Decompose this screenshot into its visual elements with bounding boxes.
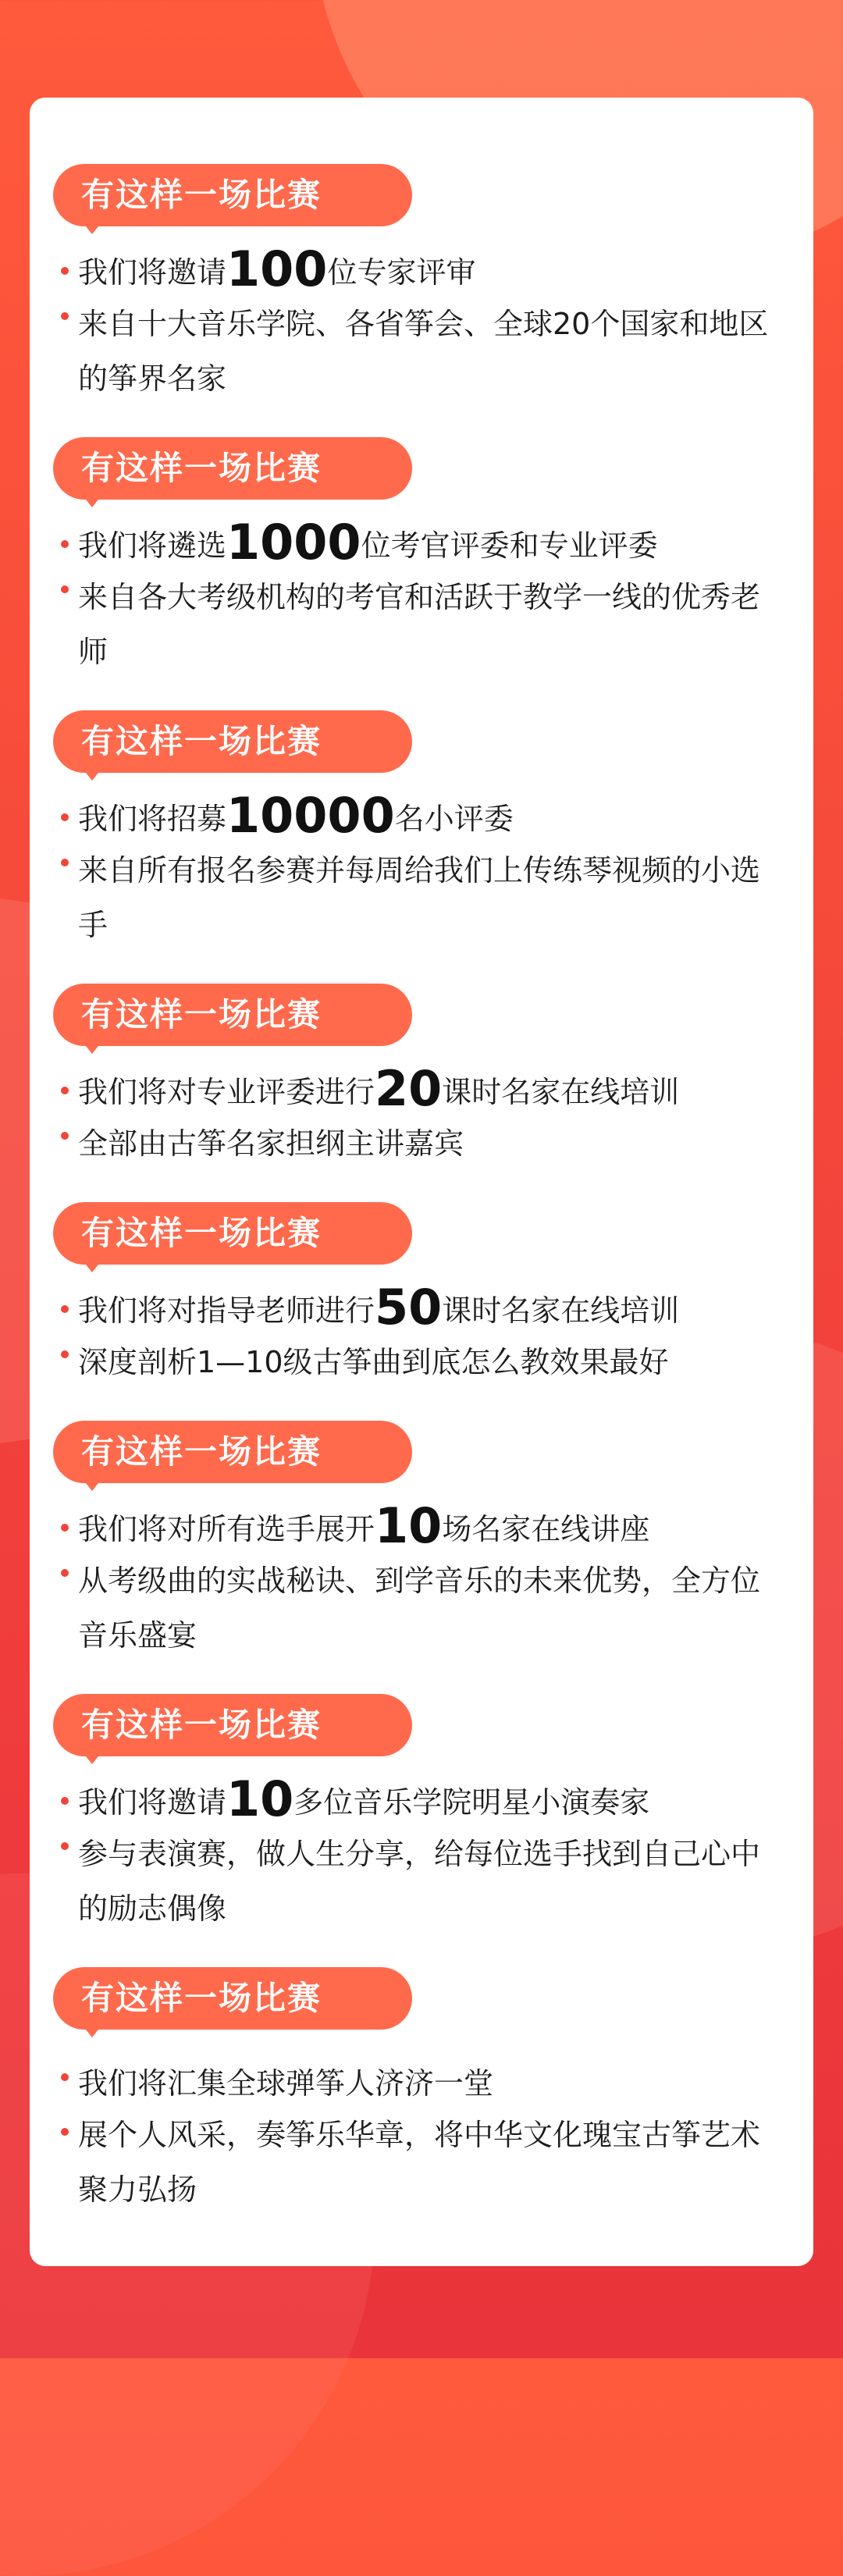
- detail-text: 来自十大音乐学院、各省筝会、全球20个国家和地区的筝界名家: [78, 307, 769, 396]
- header-tail: [80, 765, 105, 781]
- bullet-icon: [61, 1305, 69, 1313]
- detail-line: [78, 570, 782, 679]
- header-tail: [80, 492, 105, 507]
- header-tail: [80, 1475, 105, 1491]
- line-text: 我们将对所有选手展开: [78, 1512, 375, 1546]
- header-tail: [80, 219, 105, 234]
- bullet-icon: [61, 1797, 69, 1805]
- line-text: 位考官评委和专业评委: [361, 528, 658, 563]
- highlight-number: 10: [226, 1770, 294, 1827]
- detail-text: 来自所有报名参赛并每周给我们上传练琴视频的小选手: [78, 853, 761, 942]
- bullet-icon: [61, 1132, 69, 1140]
- detail-text: 深度剖析1—10级古筝曲到底怎么教效果最好: [78, 1345, 669, 1379]
- section-header: 有这样一场比赛: [53, 1694, 412, 1756]
- bullet-icon: [61, 585, 69, 593]
- line-text: 我们将汇集全球弹筝人济济一堂: [78, 2066, 494, 2101]
- header-tail: [80, 1038, 105, 1054]
- line-text: 我们将招募: [78, 802, 227, 836]
- highlight-line: [78, 2053, 782, 2111]
- section-header: 有这样一场比赛: [53, 1202, 412, 1265]
- bullet-icon: [61, 1350, 69, 1358]
- section-header: 有这样一场比赛: [53, 164, 412, 226]
- line-text: 课时名家在线培训: [442, 1293, 680, 1328]
- highlight-number: 20: [375, 1060, 443, 1117]
- bullet-icon: [61, 1842, 69, 1850]
- section-header: 有这样一场比赛: [53, 710, 412, 773]
- highlight-line: [78, 1772, 782, 1830]
- section-header: 有这样一场比赛: [53, 1967, 412, 2030]
- detail-text: 来自各大考级机构的考官和活跃于教学一线的优秀老师: [78, 580, 761, 669]
- section-header: 有这样一场比赛: [53, 437, 412, 500]
- section-header: 有这样一场比赛: [53, 1421, 412, 1483]
- bullet-icon: [61, 267, 69, 275]
- detail-line: [78, 1553, 782, 1663]
- highlight-number: 10000: [226, 787, 395, 844]
- line-text: 我们将邀请: [78, 1785, 227, 1820]
- highlight-number: 1000: [226, 514, 361, 571]
- detail-line: [78, 1827, 782, 1936]
- bullet-icon: [61, 2128, 69, 2136]
- detail-line: [78, 843, 782, 952]
- detail-text: 全部由古筝名家担纲主讲嘉宾: [78, 1126, 464, 1161]
- line-text: 我们将对专业评委进行: [78, 1075, 375, 1109]
- highlight-line: [78, 1062, 782, 1119]
- bullet-icon: [61, 1524, 69, 1532]
- bullet-icon: [61, 859, 69, 866]
- bullet-icon: [61, 312, 69, 320]
- line-text: 多位音乐学院明星小演奏家: [293, 1785, 650, 1820]
- line-text: 课时名家在线培训: [442, 1075, 680, 1109]
- line-text: 名小评委: [394, 802, 514, 836]
- highlight-line: [78, 788, 782, 846]
- line-text: 我们将邀请: [78, 255, 227, 290]
- highlight-line: [78, 515, 782, 573]
- detail-text: 展个人风采，奏筝乐华章，将中华文化瑰宝古筝艺术聚力弘扬: [78, 2118, 761, 2207]
- detail-line: [78, 297, 782, 406]
- highlight-line: [78, 1280, 782, 1338]
- bullet-icon: [61, 540, 69, 548]
- line-text: 我们将对指导老师进行: [78, 1293, 375, 1328]
- bullet-icon: [61, 813, 69, 821]
- highlight-line: [78, 1499, 782, 1557]
- highlight-line: [78, 242, 782, 300]
- header-tail: [80, 1749, 105, 1764]
- detail-text: 参与表演赛，做人生分享，给每位选手找到自己心中的励志偶像: [78, 1837, 761, 1926]
- highlight-number: 100: [226, 240, 328, 297]
- line-text: 我们将遴选: [78, 528, 227, 563]
- bullet-icon: [61, 1569, 69, 1577]
- line-text: 位专家评审: [327, 255, 476, 290]
- detail-line: [78, 1335, 782, 1389]
- highlight-number: 50: [375, 1279, 443, 1336]
- bullet-icon: [61, 2073, 69, 2081]
- detail-line: [78, 1116, 782, 1171]
- detail-text: 从考级曲的实战秘诀、到学音乐的未来优势，全方位音乐盛宴: [78, 1564, 761, 1653]
- content-card: [30, 98, 813, 2266]
- header-tail: [80, 1257, 105, 1272]
- line-text: 场名家在线讲座: [442, 1512, 650, 1546]
- detail-line: [78, 2108, 782, 2217]
- bullet-icon: [61, 1087, 69, 1094]
- header-tail: [80, 2022, 105, 2037]
- highlight-number: 10: [375, 1497, 443, 1554]
- section-header: 有这样一场比赛: [53, 984, 412, 1046]
